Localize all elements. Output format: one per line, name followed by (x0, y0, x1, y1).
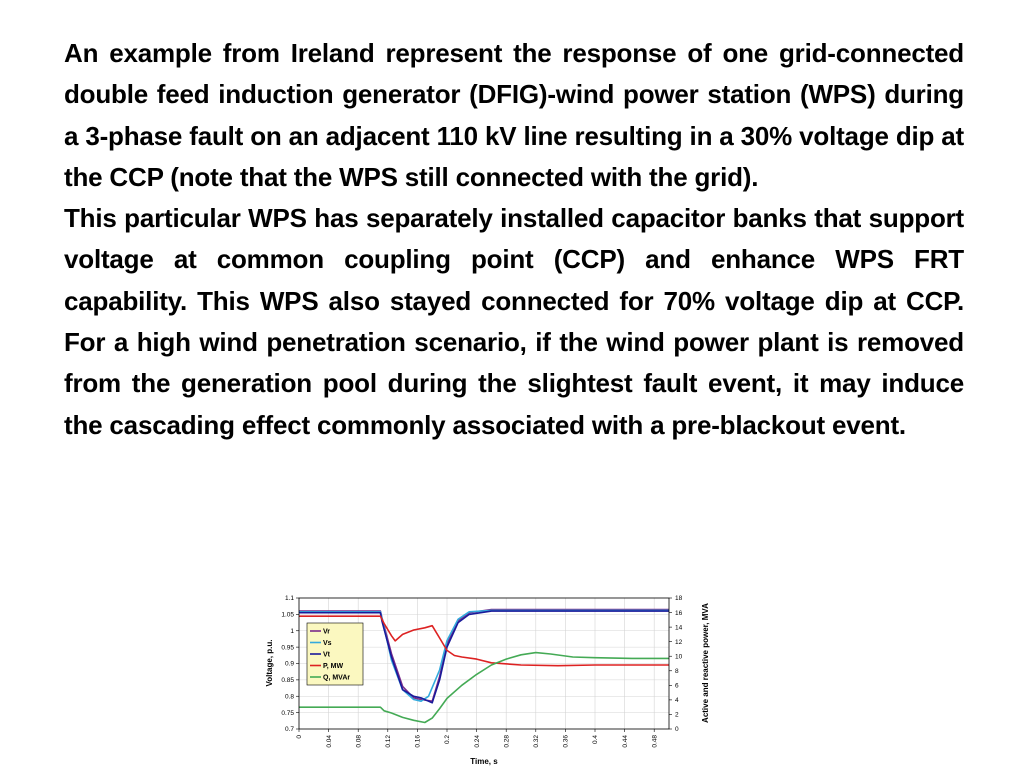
paragraph-1: An example from Ireland represent the response of one grid-connected double feed induction generator (DFIG)-wind power station (WPS) during a 3-phase fault on an adjacent 110 kV line resulting in a 30% voltage dip at the CCP (note that the WPS still connected with the grid). (64, 38, 964, 192)
x-tick-label: 0.36 (562, 735, 570, 748)
legend-label: Vr (323, 628, 331, 636)
y-tick-label: 0.9 (284, 660, 294, 668)
y2-tick-label: 4 (675, 697, 679, 705)
legend-label: P, MW (323, 663, 344, 670)
y2-tick-label: 16 (675, 609, 683, 617)
y-tick-label: 1 (290, 627, 294, 635)
x-tick-label: 0.32 (533, 735, 540, 748)
legend-label: Q, MVAr (323, 674, 351, 682)
x-tick-label: 0.4 (592, 735, 600, 745)
x-axis-label: Time, s (470, 757, 498, 766)
x-tick-label: 0.08 (355, 735, 363, 748)
y2-tick-label: 12 (675, 638, 683, 646)
x-tick-label: 0.28 (503, 735, 511, 748)
legend-layer (307, 623, 363, 685)
x-tick-label: 0.12 (385, 735, 392, 748)
x-tick-label: 0.24 (473, 735, 481, 748)
y2-tick-label: 18 (675, 595, 683, 603)
x-tick-label: 0.44 (621, 735, 629, 748)
legend-label: Vs (323, 640, 332, 647)
y-tick-label: 0.85 (281, 677, 294, 685)
y2-tick-label: 0 (675, 726, 679, 734)
y2-tick-label: 8 (675, 667, 679, 675)
y2-tick-label: 10 (675, 653, 683, 661)
x-tick-label: 0.2 (444, 735, 452, 745)
y2-axis-label: Active and reactive power, MVA (701, 603, 710, 723)
y2-tick-label: 2 (675, 711, 679, 719)
paragraph-2: This particular WPS has separately installed capacitor banks that support voltage at common coupling point (CCP) and enhance WPS FRT capability. This WPS also stayed connected for 70% voltage dip at CCP. For a high wind penetration scenario, if the wind power plant is removed from the generation pool during the slightest fault event, it may induce the cascading effect commonly associated with a pre-blackout event. (64, 203, 964, 440)
y2-tick-label: 14 (675, 624, 683, 632)
y-tick-label: 0.75 (281, 709, 294, 717)
x-tick-label: 0.16 (414, 735, 422, 748)
legend-label: Vt (323, 651, 330, 659)
y-tick-label: 0.7 (284, 726, 294, 734)
y-tick-label: 0.95 (281, 644, 294, 652)
y-tick-label: 0.8 (284, 693, 294, 701)
x-tick-label: 0 (296, 735, 304, 739)
x-tick-label: 0.48 (651, 735, 659, 748)
y-tick-label: 1.1 (284, 595, 294, 603)
y-tick-label: 1.05 (281, 611, 294, 619)
x-tick-label: 0.04 (325, 735, 333, 748)
y-axis-label: Voltage, p.u. (265, 639, 274, 687)
y2-tick-label: 6 (675, 682, 679, 690)
